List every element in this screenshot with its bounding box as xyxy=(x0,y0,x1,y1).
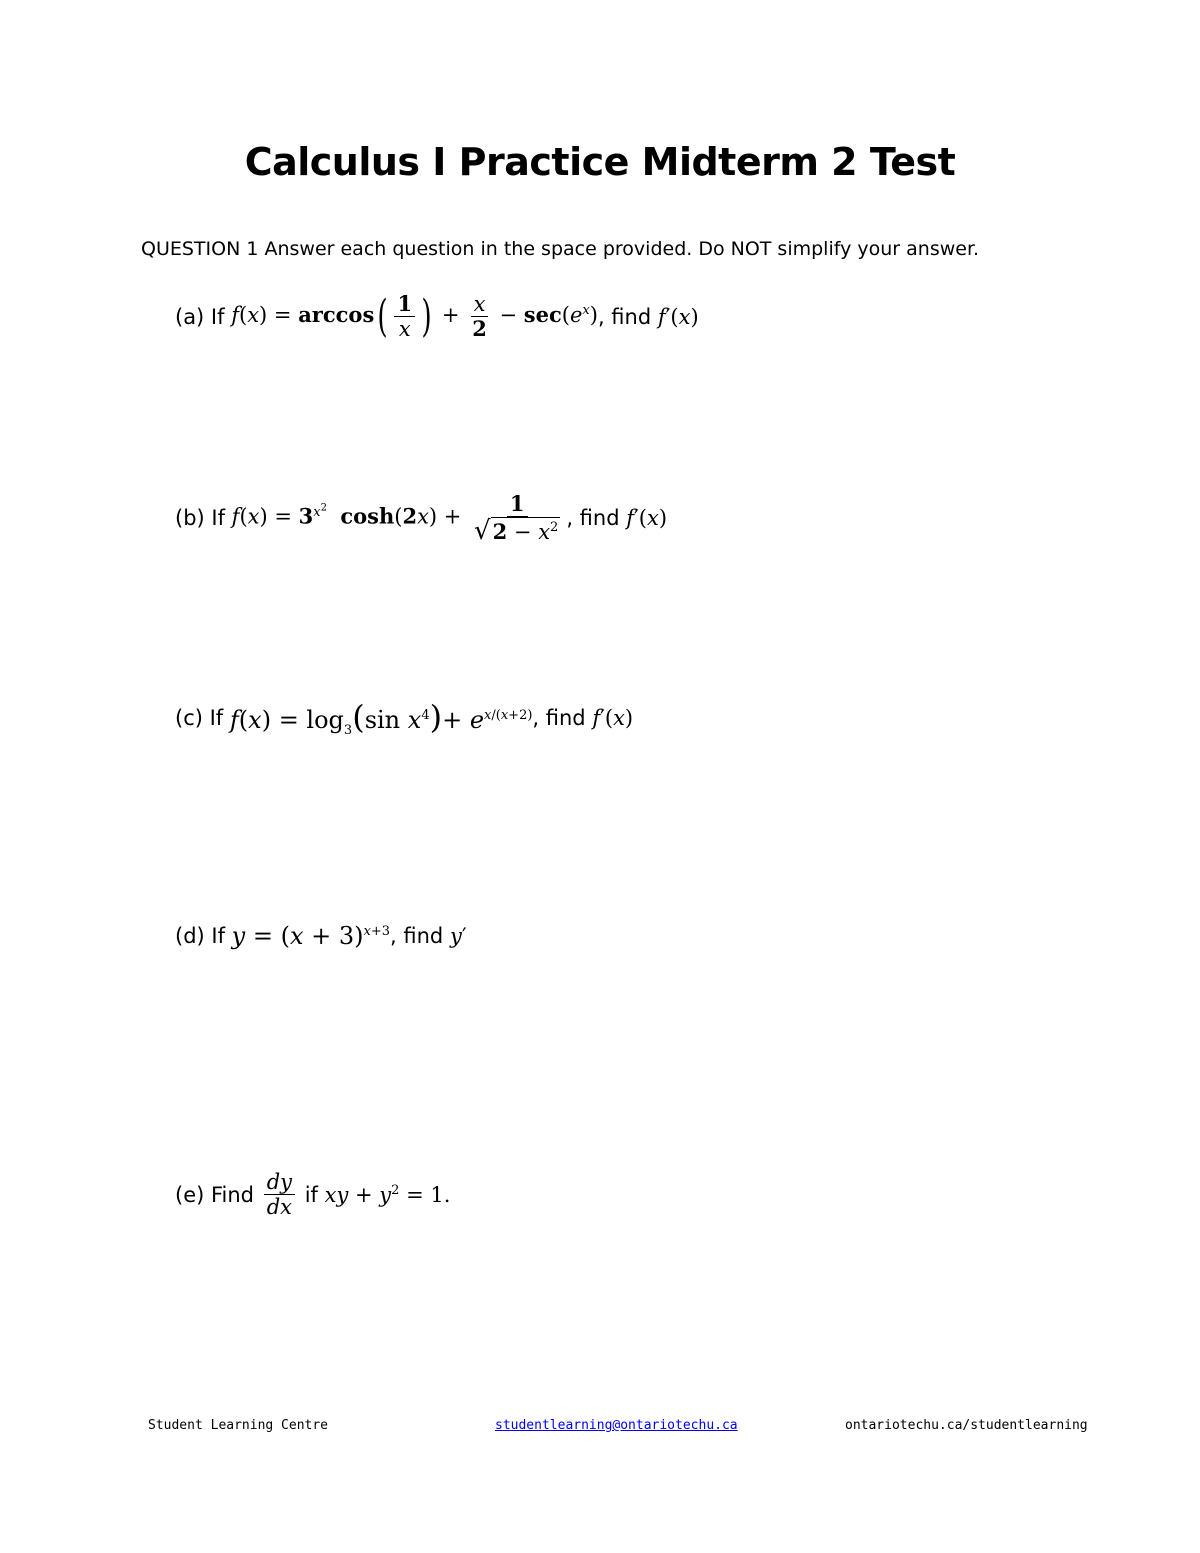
question-d xyxy=(175,922,467,950)
question-instruction: QUESTION 1 Answer each question in the space provided. Do NOT simplify your answer. xyxy=(141,238,980,260)
question-c-find: , find xyxy=(532,705,586,730)
question-a-formula: f(x) = arccos( $\frac{1}{x}$ ) + $\frac{x}{2}$ − $\sec(e^x)$ xyxy=(231,290,598,342)
question-e-period: . xyxy=(443,1182,451,1207)
question-a xyxy=(175,292,699,341)
footer-email[interactable] xyxy=(495,1418,738,1433)
question-b-formula: $f(x) = 3^{x^2}$ cosh(2x) + 1 √ $2 - x^2$ xyxy=(231,491,559,547)
question-e-if: if xyxy=(304,1182,318,1207)
question-d-find: , find xyxy=(390,924,444,948)
question-a-label: (a) If xyxy=(175,304,225,329)
question-b-target: f′(x) xyxy=(626,506,668,531)
footer-right: ontariotechu.ca/studentlearning xyxy=(845,1418,1088,1433)
question-a-find: , find xyxy=(597,304,652,329)
question-c-formula: $f(x) = \log_3(\sin$ $x^4)+ e^{x/(x+2)}$ xyxy=(229,698,533,738)
question-d-label: (d) If xyxy=(175,924,225,948)
question-b-label: (b) If xyxy=(175,506,225,531)
question-d-formula: $y = (x + 3)^{x+3}$ xyxy=(231,922,391,950)
footer-left: Student Learning Centre xyxy=(148,1418,329,1433)
question-c xyxy=(175,698,633,738)
question-e-equation: xy + $y^2 = 1$ xyxy=(324,1182,444,1207)
question-e xyxy=(175,1170,450,1219)
question-e-derivative: $\frac{dy}{dx}$ xyxy=(261,1170,298,1219)
question-c-target: f′(x) xyxy=(592,705,634,730)
question-a-target: f′(x) xyxy=(657,304,699,329)
question-b xyxy=(175,491,668,547)
page-title: Calculus I Practice Midterm 2 Test xyxy=(244,140,956,184)
footer-email-link[interactable]: studentlearning@ontariotechu.ca xyxy=(495,1418,738,1433)
question-d-target: y′ xyxy=(449,924,467,948)
question-e-label: (e) Find xyxy=(175,1182,255,1207)
question-c-label: (c) If xyxy=(175,705,224,730)
question-b-find: , find xyxy=(566,506,620,531)
